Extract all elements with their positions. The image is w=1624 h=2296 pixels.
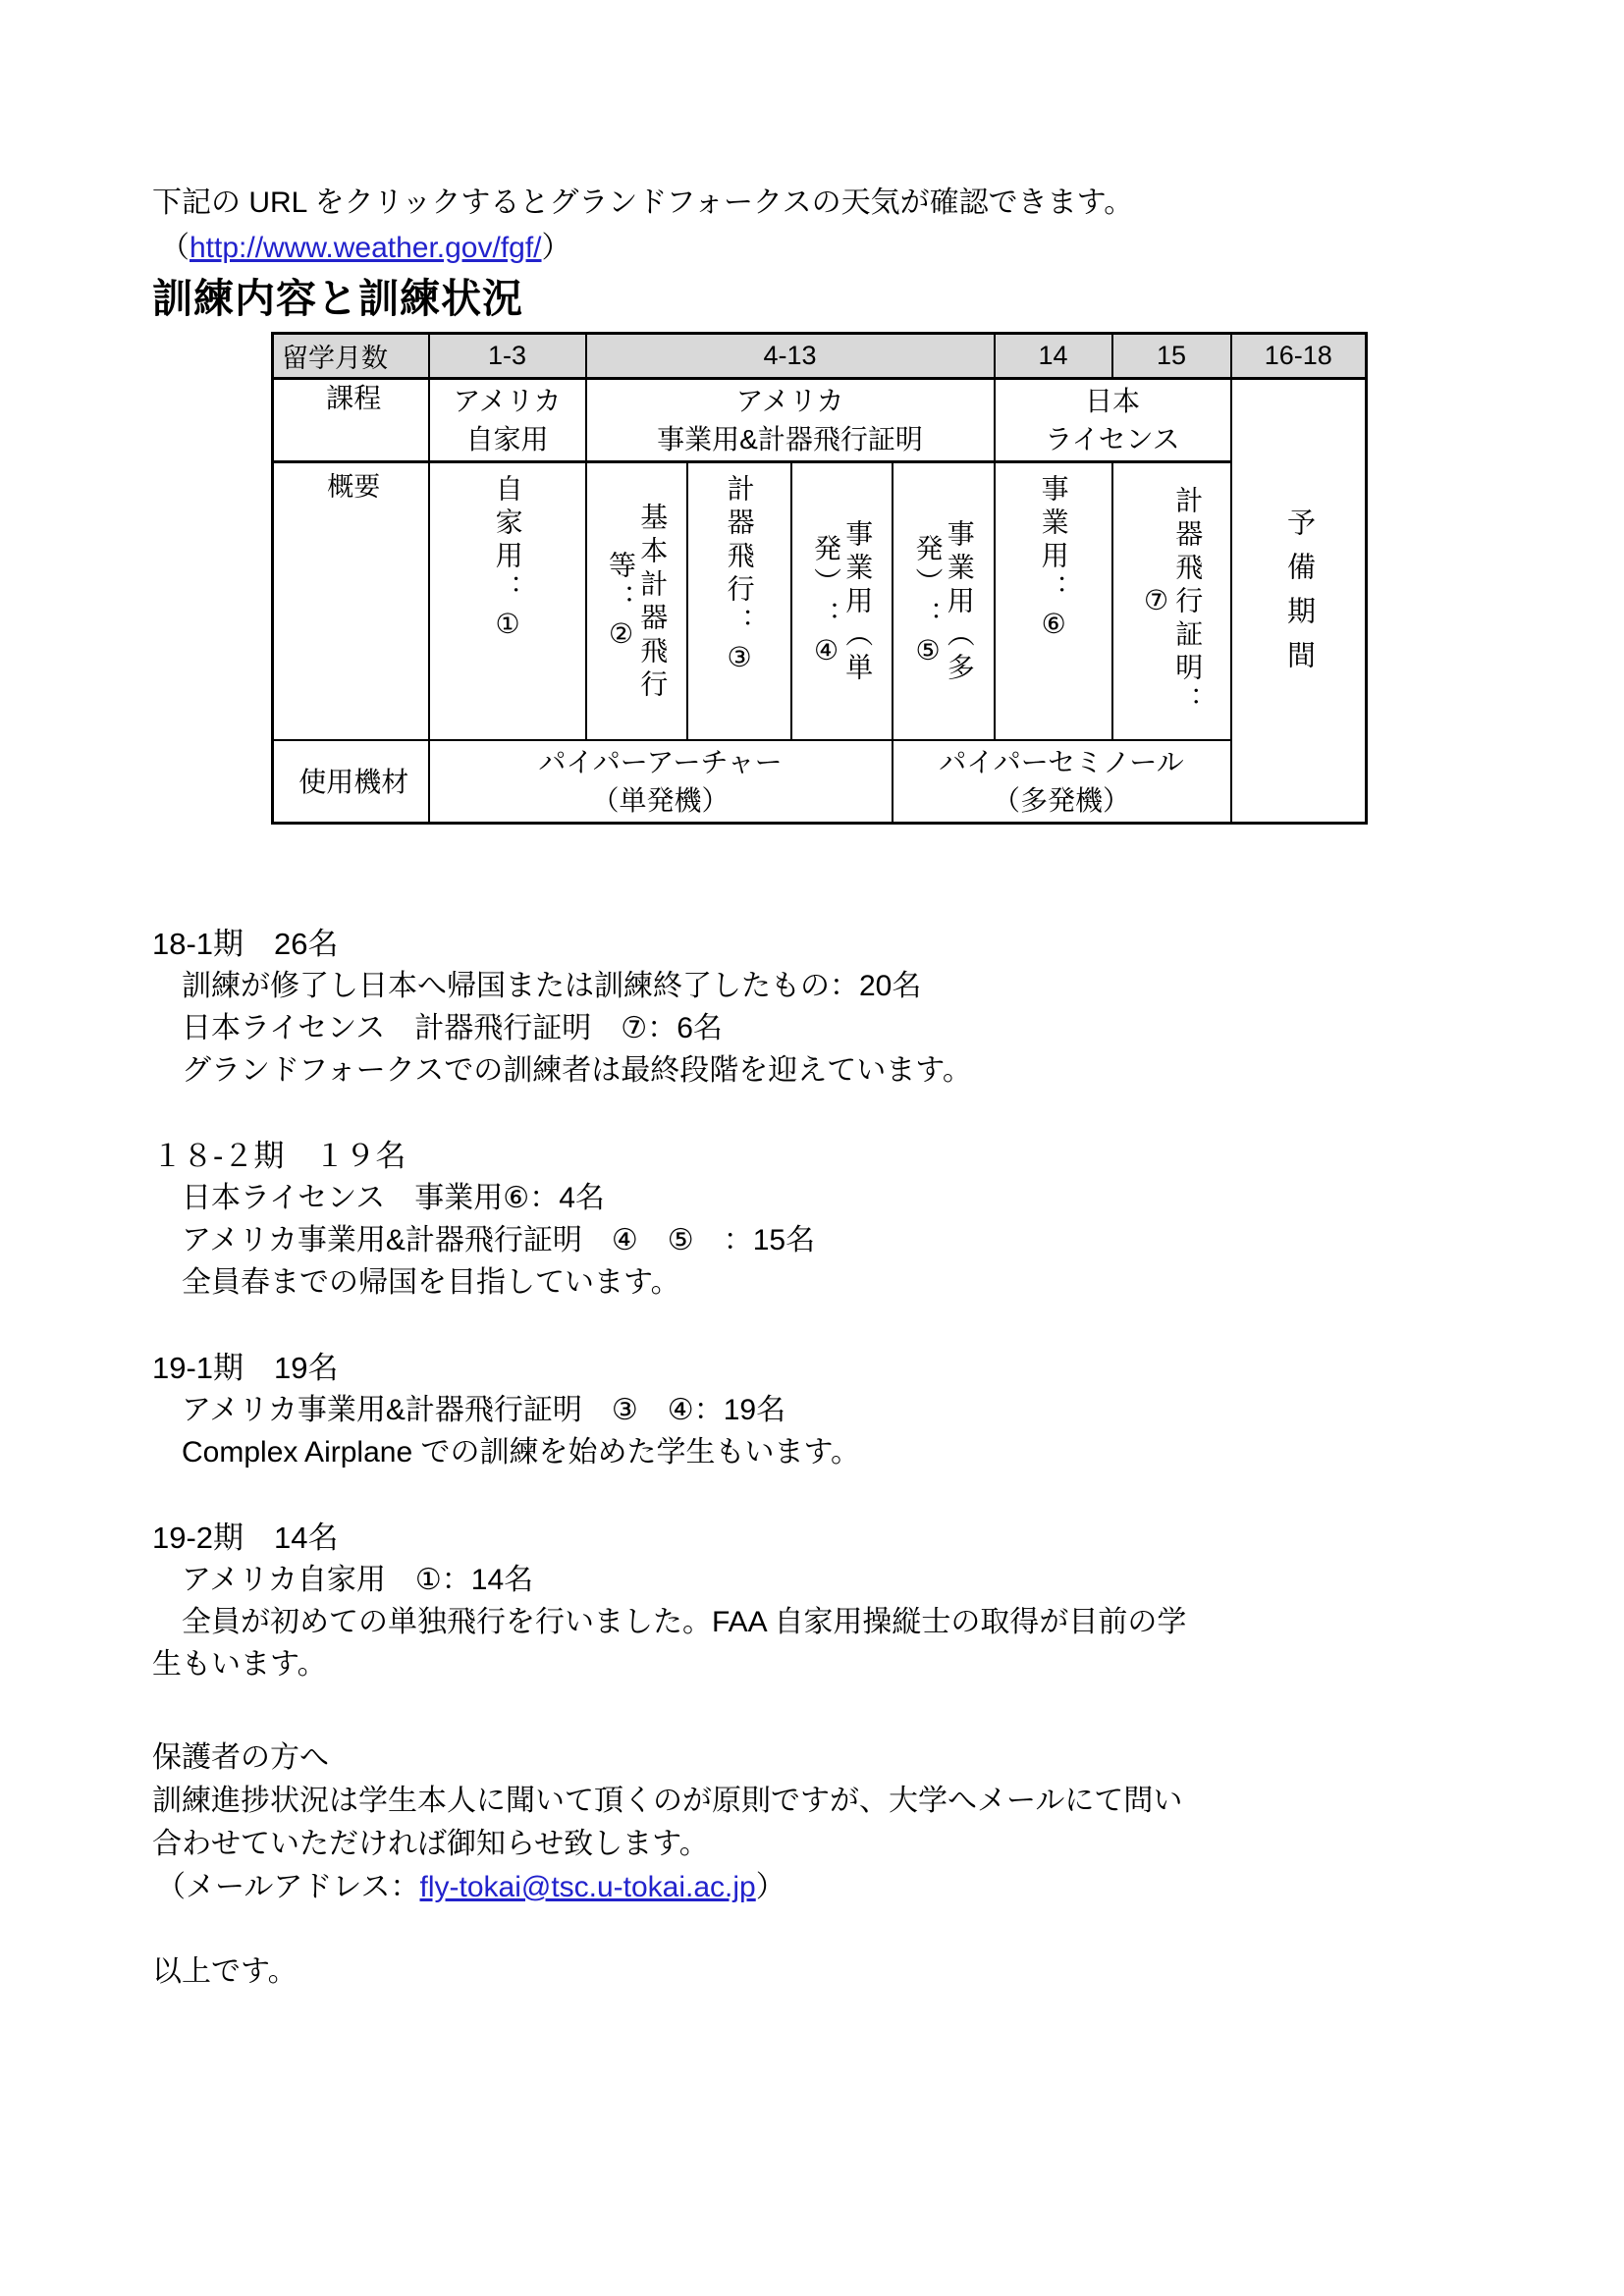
equipment-single-line2: （単発機） <box>591 785 730 816</box>
months-cell-1-3: 1-3 <box>429 334 586 379</box>
overview-text-1: 自家用：① <box>492 474 523 646</box>
months-label-cell: 留学月数 <box>273 334 429 379</box>
overview-cell-5 <box>893 462 995 741</box>
guardian-heading: 保護者の方へ <box>152 1741 329 1774</box>
mail-address-line <box>152 1866 1536 1909</box>
training-table <box>271 332 1368 825</box>
overview-cell-2 <box>586 462 687 741</box>
equipment-multi-line2: （多発機） <box>993 785 1131 816</box>
overview-text-4: 事業用（単発）：④ <box>811 519 874 686</box>
paren-open: （ <box>160 232 189 264</box>
course-us-commercial-cell <box>586 379 995 462</box>
course-japan-license-cell <box>995 379 1231 462</box>
overview-cell-1 <box>429 462 586 741</box>
section-line: 日本ライセンス 事業用⑥：4名 <box>182 1182 605 1214</box>
months-cell-4-13: 4-13 <box>586 334 995 379</box>
equipment-single-line1: パイパーアーチャー <box>538 747 783 777</box>
table-row-equipment <box>273 740 1367 824</box>
months-cell-15: 15 <box>1112 334 1231 379</box>
section-line: 全員が初めての単独飛行を行いました。FAA 自家用操縦士の取得が目前の学 <box>182 1606 1187 1638</box>
intro-text: 下記の URL をクリックするとグランドフォークスの天気が確認できます。 <box>152 187 1134 219</box>
section-title: １８-２期 １９名 <box>152 1139 406 1173</box>
mail-link[interactable]: fly-tokai@tsc.u-tokai.ac.jp <box>419 1871 756 1903</box>
overview-text-7: 計器飛行証明：⑦ <box>1141 486 1204 720</box>
guardian-block <box>152 1736 1536 1909</box>
page-title: 訓練内容と訓練状況 <box>152 276 523 321</box>
course-us-private-line2: 自家用 <box>465 424 549 454</box>
reserve-period-cell <box>1231 379 1367 824</box>
table-row-months <box>273 334 1367 379</box>
closing-text: 以上です。 <box>152 1955 298 1988</box>
equipment-label-cell: 使用機材 <box>273 740 429 824</box>
overview-text-5: 事業用（多発）：⑤ <box>912 519 975 686</box>
weather-url-line <box>152 225 1536 271</box>
table-row-overview <box>273 462 1367 741</box>
section-18-1 <box>152 923 1536 1092</box>
section-title: 19-2期 14名 <box>152 1521 339 1555</box>
equipment-single-cell <box>429 740 893 824</box>
course-us-commercial-line1: アメリカ <box>735 386 844 416</box>
overview-cell-6 <box>995 462 1112 741</box>
section-18-2 <box>152 1135 1536 1304</box>
course-label-cell: 課程 <box>273 379 429 462</box>
course-japan-license-line1: 日本 <box>1085 386 1141 416</box>
mail-suffix: ） <box>755 1871 785 1903</box>
reserve-period-text: 予備期間 <box>1282 507 1315 684</box>
section-line: グランドフォークスでの訓練者は最終段階を迎えています。 <box>182 1054 972 1087</box>
section-title: 19-1期 19名 <box>152 1351 339 1385</box>
overview-cell-7 <box>1112 462 1231 741</box>
guardian-line-1: 訓練進捗状況は学生本人に聞いて頂くのが原則ですが、大学へメールにて問い <box>152 1785 1183 1817</box>
table-row-course <box>273 379 1367 462</box>
status-sections <box>152 923 1536 1685</box>
section-line: アメリカ自家用 ①：14名 <box>182 1564 534 1596</box>
course-us-private-line1: アメリカ <box>453 386 562 416</box>
months-cell-14: 14 <box>995 334 1112 379</box>
equipment-multi-line1: パイパーセミノール <box>939 747 1184 777</box>
overview-cell-4 <box>791 462 893 741</box>
section-line: Complex Airplane での訓練を始めた学生もいます。 <box>182 1436 861 1468</box>
course-us-private-cell <box>429 379 586 462</box>
paren-close: ） <box>541 232 571 264</box>
section-line: 訓練が修了し日本へ帰国または訓練終了したもの：20名 <box>182 970 922 1002</box>
section-title: 18-1期 26名 <box>152 927 339 961</box>
overview-label-cell: 概要 <box>273 462 429 741</box>
equipment-multi-cell <box>893 740 1231 824</box>
section-line: アメリカ事業用&計器飛行証明 ③ ④：19名 <box>182 1394 786 1426</box>
course-japan-license-line2: ライセンス <box>1045 424 1180 454</box>
course-us-commercial-line2: 事業用&計器飛行証明 <box>657 424 923 454</box>
guardian-line-2: 合わせていただければ御知らせ致します。 <box>152 1828 709 1860</box>
overview-text-3: 計器飛行：③ <box>724 474 755 679</box>
weather-link[interactable]: http://www.weather.gov/fgf/ <box>189 232 542 264</box>
overview-text-2: 基本計器飛行等：② <box>606 503 669 703</box>
section-line: 全員春までの帰国を目指しています。 <box>182 1266 680 1299</box>
section-line: 日本ライセンス 計器飛行証明 ⑦：6名 <box>182 1012 723 1044</box>
section-line: 生もいます。 <box>152 1648 327 1681</box>
section-19-2 <box>152 1517 1536 1685</box>
months-cell-16-18: 16-18 <box>1231 334 1367 379</box>
mail-prefix: （メールアドレス： <box>156 1871 420 1903</box>
section-line: アメリカ事業用&計器飛行証明 ④ ⑤ ：15名 <box>182 1224 816 1256</box>
overview-cell-3 <box>687 462 791 741</box>
overview-text-6: 事業用：⑥ <box>1038 474 1069 646</box>
section-19-1 <box>152 1347 1536 1473</box>
